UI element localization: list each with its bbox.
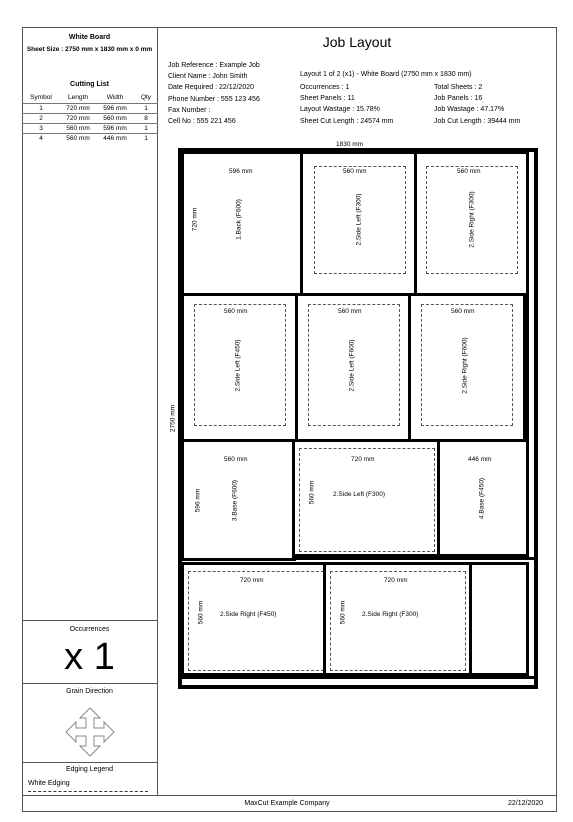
edging-item: White Edging (28, 780, 70, 787)
sheet-size: Sheet Size : 2750 mm x 1830 mm x 0 mm (26, 46, 153, 53)
phone-number: Phone Number : 555 123 456 (168, 95, 260, 103)
panel-2-side-right-f600[interactable] (408, 293, 526, 443)
grain-direction-label: Grain Direction (66, 688, 113, 695)
table-row (22, 133, 158, 143)
cell-length: 720 mm (60, 103, 96, 113)
cell-length: 560 mm (60, 133, 96, 143)
panel-label: 2.Side Right (F300) (468, 191, 476, 248)
cell-symbol: 1 (22, 103, 60, 113)
sheet-layout (178, 148, 538, 689)
col-length: Length (68, 93, 88, 101)
panel-width: 720 mm (240, 577, 264, 584)
edging-divider (22, 762, 157, 763)
panel-label: 2.Side Right (F450) (220, 611, 277, 618)
table-row (22, 123, 158, 133)
grain-direction-icon (64, 706, 116, 758)
panel-width: 720 mm (384, 577, 408, 584)
cell-symbol: 4 (22, 133, 60, 143)
panel-label: 2.Side Left (F300) (355, 193, 363, 246)
panel-3-base-f600[interactable] (181, 439, 296, 561)
job-wastage-stat: Job Wastage : 47.17% (434, 106, 505, 114)
layout-wastage-stat: Layout Wastage : 15.78% (300, 106, 380, 114)
panel-height: 596 mm (194, 488, 202, 513)
panel-label: 2.Side Right (F300) (362, 611, 419, 618)
sheet-bottom-edge (178, 685, 538, 689)
job-cut-length-stat: Job Cut Length : 39444 mm (434, 117, 521, 125)
panel-width: 560 mm (457, 168, 481, 175)
occurrences-divider (22, 620, 157, 621)
panel-width: 446 mm (468, 456, 492, 463)
panel-width: 560 mm (338, 308, 362, 315)
cell-qty: 1 (134, 133, 158, 143)
cell-width: 596 mm (96, 123, 134, 133)
cell-qty: 8 (134, 113, 158, 123)
cell-qty: 1 (134, 103, 158, 113)
cell-number: Cell No : 555 221 456 (168, 118, 236, 126)
cell-width: 560 mm (96, 113, 134, 123)
panel-width: 720 mm (351, 456, 375, 463)
total-sheets-stat: Total Sheets : 2 (434, 84, 483, 91)
panel-label: 1.Back (F600) (235, 199, 243, 240)
material-title: White Board (68, 34, 111, 41)
job-info-column (168, 60, 260, 127)
edging-legend-label: Edging Legend (65, 766, 114, 773)
panel-4-base-f450[interactable] (437, 439, 529, 557)
date-required: Date Required : 22/12/2020 (168, 84, 255, 92)
sheet-waste-strip (178, 676, 538, 679)
sheet-panels-stat: Sheet Panels : 11 (300, 95, 355, 103)
layout-stats-column (300, 82, 393, 127)
cell-symbol: 3 (22, 123, 60, 133)
cutting-list-table (22, 92, 158, 143)
grain-divider (22, 683, 157, 684)
cell-length: 720 mm (60, 113, 96, 123)
client-name: Client Name : John Smith (168, 73, 248, 81)
footer-company: MaxCut Example Company (244, 800, 330, 807)
table-header-row (22, 92, 158, 103)
panel-2-side-right-f300[interactable] (414, 151, 529, 296)
panel-height: 560 mm (197, 600, 205, 625)
occurrences-value: x 1 (64, 636, 115, 678)
panel-label: 2.Side Left (F300) (333, 491, 386, 498)
sheet-right-edge (534, 148, 538, 689)
cell-symbol: 2 (22, 113, 60, 123)
job-panels-stat: Job Panels : 16 (434, 95, 483, 103)
panel-cut-outline (330, 571, 466, 671)
fax-number: Fax Number : (168, 106, 211, 114)
panel-width: 560 mm (224, 308, 248, 315)
col-qty: Qty (140, 93, 152, 101)
panel-1-back[interactable] (181, 151, 303, 296)
panel-cut-outline (299, 448, 435, 552)
panel-cut-outline (188, 571, 324, 671)
panel-2-side-left-f300-b[interactable] (292, 439, 441, 557)
panel-2-side-left-f450[interactable] (181, 293, 299, 443)
panel-label: 2.Side Left (F450) (234, 339, 242, 392)
sheet-height-label: 2750 mm (169, 404, 177, 433)
panel-2-side-left-f300[interactable] (300, 151, 418, 296)
job-reference: Job Reference : Example Job (168, 62, 260, 69)
panel-label: 4.Base (F450) (478, 477, 486, 520)
panel-label: 2.Side Right (F600) (461, 337, 469, 394)
col-width: Width (106, 93, 124, 101)
sheet-width-label: 1830 mm (336, 141, 364, 148)
panel-height: 560 mm (308, 480, 316, 505)
panel-2-side-right-f450[interactable] (181, 562, 327, 676)
cell-width: 596 mm (96, 103, 134, 113)
col-symbol: Symbol (30, 93, 52, 101)
edging-swatch (28, 791, 148, 792)
panel-width: 560 mm (451, 308, 475, 315)
panel-height: 720 mm (191, 207, 199, 232)
cell-qty: 1 (134, 123, 158, 133)
page-title: Job Layout (322, 34, 392, 50)
panel-width: 560 mm (224, 456, 248, 463)
panel-width: 560 mm (343, 168, 367, 175)
cutting-list-title: Cutting List (70, 81, 109, 88)
sheet-cut-length-stat: Sheet Cut Length : 24574 mm (300, 117, 394, 125)
layout-line: Layout 1 of 2 (x1) - White Board (2750 mm x 1830 mm) (300, 71, 472, 78)
table-row (22, 103, 158, 113)
panel-label: 3.Base (F600) (231, 479, 239, 522)
occurrences-stat: Occurrences : 1 (300, 84, 350, 91)
cell-length: 560 mm (60, 123, 96, 133)
panel-width: 596 mm (229, 168, 253, 175)
waste-offcut (469, 562, 529, 676)
panel-2-side-left-f600[interactable] (295, 293, 412, 443)
panel-2-side-right-f300-b[interactable] (323, 562, 473, 676)
footer-date: 22/12/2020 (508, 800, 544, 807)
panel-label: 2.Side Left (F600) (348, 339, 356, 392)
footer-divider (22, 795, 557, 796)
table-row (22, 113, 158, 123)
job-stats-column (434, 82, 520, 127)
occurrences-label: Occurrences (69, 626, 110, 633)
cell-width: 446 mm (96, 133, 134, 143)
row-3-cut (292, 557, 534, 560)
panel-height: 560 mm (339, 600, 347, 625)
